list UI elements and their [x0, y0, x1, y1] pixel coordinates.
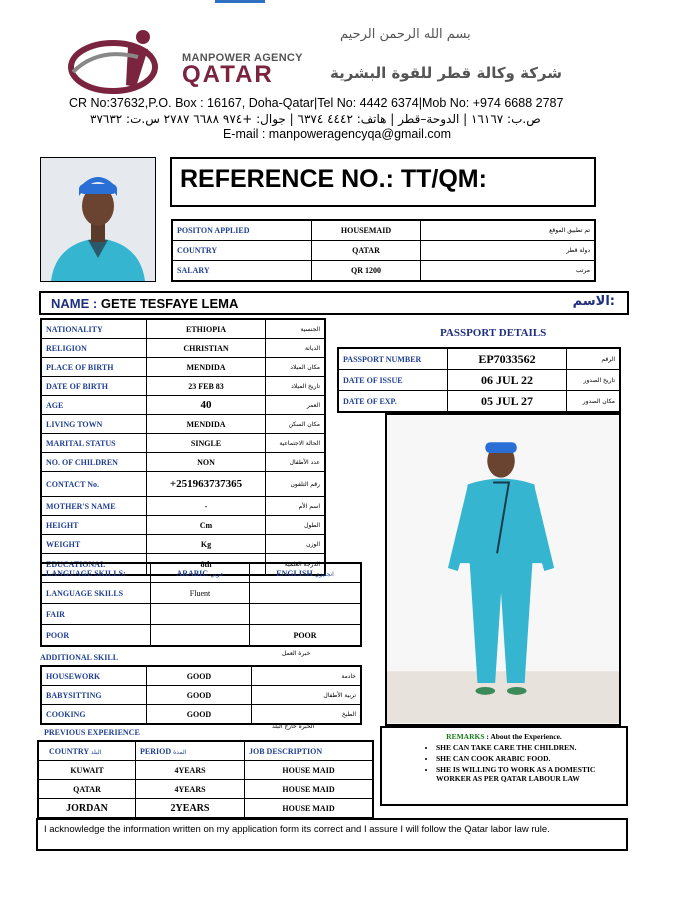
skill-value: GOOD [147, 686, 252, 705]
personal-label-ar: تاريخ الميلاد [266, 377, 326, 396]
experience-head-period [136, 741, 245, 761]
applicant-name: GETE TESFAYE LEMA [100, 296, 239, 311]
personal-value: - [147, 497, 266, 516]
experience-row [38, 799, 373, 819]
remarks-item: • SHE CAN TAKE CARE THE CHILDREN. [436, 743, 620, 752]
skill-label: BABYSITTING [41, 686, 147, 705]
personal-value: 23 FEB 83 [147, 377, 266, 396]
skill-label: COOKING [41, 705, 147, 725]
head-period-label-ar: المدة [173, 748, 187, 756]
passport-label-ar: مكان الصدور [567, 391, 621, 413]
position-label: COUNTRY [172, 241, 312, 261]
position-value: HOUSEMAID [312, 220, 421, 241]
personal-label: WEIGHT [41, 535, 147, 554]
position-label-ar: مرتب [421, 261, 596, 282]
additional-skill-title-ar: خبرة العمل [282, 650, 311, 657]
english-label-ar: انجليزي [314, 570, 334, 578]
personal-label-ar: اسم الأم [266, 497, 326, 516]
additional-skill-title: ADDITIONAL SKILL [40, 653, 119, 662]
personal-row [41, 497, 325, 516]
personal-label-ar: مكان الميلاد [266, 358, 326, 377]
personal-label-ar: العمر [266, 396, 326, 415]
passport-title: PASSPORT DETAILS [440, 327, 547, 339]
english-fluent-empty [250, 583, 362, 604]
language-table [40, 562, 362, 647]
position-label-ar: تم تطبيق الموقع [421, 220, 596, 241]
personal-label-ar: رقم التلفون [266, 472, 326, 497]
top-accent-bar [215, 0, 265, 3]
language-skills-label: LANGUAGE SKILLS [41, 583, 151, 604]
passport-row [338, 370, 620, 391]
experience-row [38, 780, 373, 799]
remarks-item: • SHE CAN COOK ARABIC FOOD. [436, 754, 620, 763]
acknowledgement-box: I acknowledge the information written on my application form its correct and I assure I will follow the Qatar labor law rule. [36, 818, 628, 851]
experience-job: HOUSE MAID [245, 799, 374, 819]
personal-row [41, 453, 325, 472]
remarks-title: REMARKS [446, 732, 485, 741]
personal-row [41, 434, 325, 453]
english-poor-value: POOR [250, 625, 362, 647]
passport-value: EP7033562 [448, 348, 567, 370]
language-head-label: LANGUAGE SKILLS: [41, 563, 151, 583]
language-fair-label: FAIR [41, 604, 151, 625]
personal-label: AGE [41, 396, 147, 415]
skill-label-ar: تربية الأطفال [252, 686, 362, 705]
position-row [172, 220, 595, 241]
remarks-box [380, 726, 628, 806]
position-label: POSITON APPLIED [172, 220, 312, 241]
personal-value: ETHIOPIA [147, 319, 266, 339]
personal-label: MARITAL STATUS [41, 434, 147, 453]
passport-label: PASSPORT NUMBER [338, 348, 448, 370]
position-label-ar: دولة قطر [421, 241, 596, 261]
skill-label-ar: الطبخ [252, 705, 362, 725]
contact-line-ar: ص.ب: ١٦١٦٧ | الدوحة–قطر | هاتف: ٤٤٤٢ ٦٣٧٤ | جوال: +٩٧٤ ٦٦٨٨ ٢٧٨٧ س.ت: ٣٧٦٣٢ [90, 112, 541, 126]
name-bar [39, 291, 629, 315]
position-value: QR 1200 [312, 261, 421, 282]
experience-country: JORDAN [38, 799, 136, 819]
passport-label: DATE OF ISSUE [338, 370, 448, 391]
personal-value: Cm [147, 516, 266, 535]
personal-label: CONTACT No. [41, 472, 147, 497]
skill-value: GOOD [147, 666, 252, 686]
skill-label-ar: خادمة [252, 666, 362, 686]
personal-label-ar: مكان السكن [266, 415, 326, 434]
remarks-subtitle: : About the Experience. [486, 732, 562, 741]
personal-label-ar: عدد الأطفال [266, 453, 326, 472]
full-body-photo [385, 413, 621, 726]
personal-row [41, 319, 325, 339]
experience-country: QATAR [38, 780, 136, 799]
personal-label-ar: الديانة [266, 339, 326, 358]
experience-period: 2YEARS [136, 799, 245, 819]
head-period-label: PERIOD [140, 746, 172, 756]
personal-label-ar: الوزن [266, 535, 326, 554]
experience-job: HOUSE MAID [245, 780, 374, 799]
position-value: QATAR [312, 241, 421, 261]
experience-head-job: JOB DESCRIPTION [245, 741, 374, 761]
personal-label-ar: الحالة الاجتماعية [266, 434, 326, 453]
personal-row [41, 535, 325, 554]
personal-label: EDUCATIONAL [41, 554, 147, 576]
english-label: ENGLISH [276, 568, 313, 578]
experience-period: 4YEARS [136, 780, 245, 799]
personal-label: DATE OF BIRTH [41, 377, 147, 396]
additional-skill-table [40, 665, 362, 725]
passport-value: 05 JUL 27 [448, 391, 567, 413]
personal-label: NO. OF CHILDREN [41, 453, 147, 472]
english-fair-empty [250, 604, 362, 625]
personal-value: SINGLE [147, 434, 266, 453]
passport-value: 06 JUL 22 [448, 370, 567, 391]
personal-value: 8th [147, 554, 266, 576]
experience-row [38, 761, 373, 780]
passport-label-ar: تاريخ الصدور [567, 370, 621, 391]
personal-value: 40 [147, 396, 266, 415]
personal-label: RELIGION [41, 339, 147, 358]
passport-label-ar: الرقم [567, 348, 621, 370]
personal-value: CHRISTIAN [147, 339, 266, 358]
arabic-poor-empty [151, 625, 250, 647]
personal-label: MOTHER'S NAME [41, 497, 147, 516]
contact-line-en: CR No:37632,P.O. Box : 16167, Doha-Qatar|Tel No: 4442 6374|Mob No: +974 6688 2787 [69, 96, 564, 110]
bismillah-text: بسم الله الرحمن الرحيم [340, 27, 471, 42]
arabic-fluent: Fluent [151, 583, 250, 604]
experience-job: HOUSE MAID [245, 761, 374, 780]
position-label: SALARY [172, 261, 312, 282]
remarks-item: • SHE IS WILLING TO WORK AS A DOMESTIC WORKER AS PER QATAR LABOUR LAW [436, 765, 620, 783]
personal-row [41, 339, 325, 358]
personal-value: NON [147, 453, 266, 472]
passport-row [338, 391, 620, 413]
arabic-label-ar: عربي [210, 570, 224, 578]
experience-title-ar: الخبرة خارج البلد [272, 723, 315, 730]
experience-head-country [38, 741, 136, 761]
personal-value: MENDIDA [147, 358, 266, 377]
personal-row [41, 516, 325, 535]
language-english-head [250, 563, 362, 583]
additional-skill-row [41, 705, 361, 725]
personal-label: NATIONALITY [41, 319, 147, 339]
personal-label: LIVING TOWN [41, 415, 147, 434]
experience-country: KUWAIT [38, 761, 136, 780]
name-label: NAME : [51, 296, 98, 311]
personal-row [41, 358, 325, 377]
personal-value: +251963737365 [147, 472, 266, 497]
position-table [171, 219, 596, 282]
skill-label: HOUSEWORK [41, 666, 147, 686]
portrait-photo [40, 157, 156, 282]
additional-skill-row [41, 686, 361, 705]
language-poor-label: POOR [41, 625, 151, 647]
personal-value: MENDIDA [147, 415, 266, 434]
personal-row [41, 472, 325, 497]
personal-row [41, 396, 325, 415]
arabic-label: ARABIC [176, 568, 208, 578]
agency-logo-icon [68, 27, 168, 97]
personal-label-ar: الطول [266, 516, 326, 535]
personal-label: PLACE OF BIRTH [41, 358, 147, 377]
reference-number: REFERENCE NO.: TT/QM: [170, 157, 596, 207]
name-label-ar: الاسم: [572, 294, 615, 309]
experience-title: PREVIOUS EXPERIENCE [44, 728, 140, 737]
head-country-label: COUNTRY [49, 746, 89, 756]
skill-value: GOOD [147, 705, 252, 725]
remarks-list [388, 743, 620, 783]
additional-skill-row [41, 666, 361, 686]
personal-row [41, 377, 325, 396]
experience-table [37, 740, 374, 819]
personal-label-ar: الدرجة العلمية [266, 554, 326, 576]
head-country-label-ar: البلد [90, 748, 102, 756]
agency-name-qatar: QATAR [182, 61, 274, 88]
experience-period: 4YEARS [136, 761, 245, 780]
passport-label: DATE OF EXP. [338, 391, 448, 413]
passport-table [337, 347, 621, 413]
position-row [172, 241, 595, 261]
personal-value: Kg [147, 535, 266, 554]
position-row [172, 261, 595, 282]
personal-label: HEIGHT [41, 516, 147, 535]
remarks-heading [388, 732, 620, 741]
language-arabic-head [151, 563, 250, 583]
passport-row [338, 348, 620, 370]
personal-label-ar: الجنسية [266, 319, 326, 339]
agency-name-en: MANPOWER AGENCY [182, 52, 303, 64]
personal-details-table [40, 318, 326, 576]
agency-name-ar: شركة وكالة قطر للقوة البشرية [330, 64, 562, 82]
email-line: E-mail : manpoweragencyqa@gmail.com [222, 127, 452, 141]
personal-row [41, 415, 325, 434]
arabic-fair-empty [151, 604, 250, 625]
